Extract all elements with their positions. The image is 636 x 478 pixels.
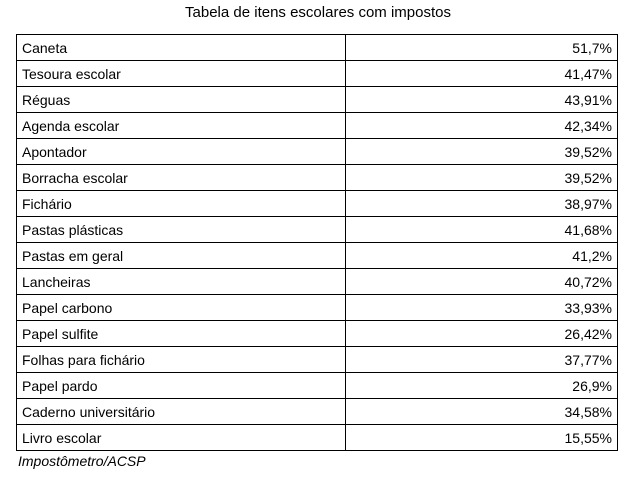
item-tax-cell: 39,52% [346, 165, 618, 191]
item-name-cell: Folhas para fichário [17, 347, 346, 373]
table-row [17, 139, 618, 165]
item-name-cell: Papel pardo [17, 373, 346, 399]
item-name-cell: Papel sulfite [17, 321, 346, 347]
item-name-cell: Papel carbono [17, 295, 346, 321]
item-name-cell: Livro escolar [17, 425, 346, 451]
item-tax-cell: 26,42% [346, 321, 618, 347]
table-row [17, 217, 618, 243]
table-row [17, 87, 618, 113]
item-name-cell: Lancheiras [17, 269, 346, 295]
item-tax-cell: 41,68% [346, 217, 618, 243]
item-tax-cell: 43,91% [346, 87, 618, 113]
table-row [17, 165, 618, 191]
table-row [17, 347, 618, 373]
table-body [17, 35, 618, 451]
item-name-cell: Fichário [17, 191, 346, 217]
item-tax-cell: 39,52% [346, 139, 618, 165]
item-name-cell: Pastas em geral [17, 243, 346, 269]
table-row [17, 399, 618, 425]
table-row [17, 321, 618, 347]
table-row [17, 35, 618, 61]
item-tax-cell: 34,58% [346, 399, 618, 425]
item-name-cell: Réguas [17, 87, 346, 113]
item-name-cell: Apontador [17, 139, 346, 165]
item-name-cell: Tesoura escolar [17, 61, 346, 87]
item-name-cell: Caderno universitário [17, 399, 346, 425]
item-name-cell: Caneta [17, 35, 346, 61]
table-row [17, 373, 618, 399]
item-tax-cell: 51,7% [346, 35, 618, 61]
table-row [17, 295, 618, 321]
item-name-cell: Agenda escolar [17, 113, 346, 139]
item-name-cell: Pastas plásticas [17, 217, 346, 243]
item-tax-cell: 42,34% [346, 113, 618, 139]
item-tax-cell: 38,97% [346, 191, 618, 217]
item-tax-cell: 37,77% [346, 347, 618, 373]
table-row [17, 269, 618, 295]
item-tax-cell: 41,47% [346, 61, 618, 87]
table-row [17, 243, 618, 269]
item-tax-cell: 33,93% [346, 295, 618, 321]
table-row [17, 191, 618, 217]
source-credit: Impostômetro/ACSP [18, 453, 146, 469]
item-name-cell: Borracha escolar [17, 165, 346, 191]
item-tax-cell: 26,9% [346, 373, 618, 399]
item-tax-cell: 41,2% [346, 243, 618, 269]
table-row [17, 61, 618, 87]
table-title: Tabela de itens escolares com impostos [185, 4, 451, 21]
table-row [17, 425, 618, 451]
item-tax-cell: 15,55% [346, 425, 618, 451]
item-tax-cell: 40,72% [346, 269, 618, 295]
table-row [17, 113, 618, 139]
school-items-tax-table [16, 34, 618, 451]
